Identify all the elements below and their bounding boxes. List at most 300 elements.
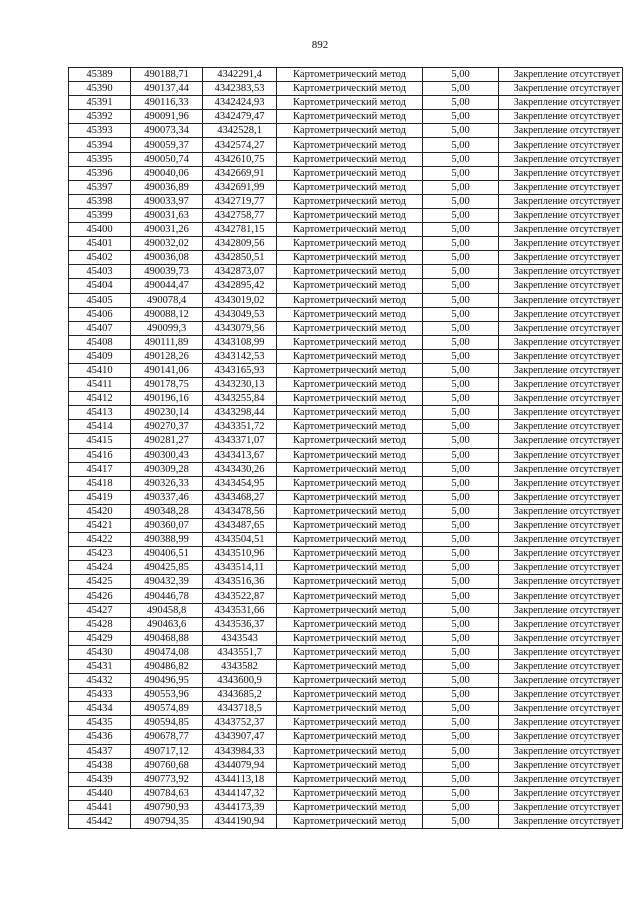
point-number-cell: 45389 [69,68,131,82]
point-number-cell: 45430 [69,645,131,659]
fixation-status-cell: Закрепление отсутствует [499,307,623,321]
fixation-status-cell: Закрепление отсутствует [499,730,623,744]
method-cell: Картометрический метод [277,293,423,307]
method-cell: Картометрический метод [277,772,423,786]
table-row [69,519,623,533]
x-coordinate-cell: 490388,99 [131,533,203,547]
table-row [69,293,623,307]
accuracy-cell: 5,00 [423,448,499,462]
table-row [69,800,623,814]
table-row [69,631,623,645]
fixation-status-cell: Закрепление отсутствует [499,82,623,96]
accuracy-cell: 5,00 [423,335,499,349]
accuracy-cell: 5,00 [423,138,499,152]
point-number-cell: 45425 [69,575,131,589]
x-coordinate-cell: 490111,89 [131,335,203,349]
table-row [69,462,623,476]
point-number-cell: 45416 [69,448,131,462]
x-coordinate-cell: 490039,73 [131,265,203,279]
point-number-cell: 45401 [69,237,131,251]
method-cell: Картометрический метод [277,575,423,589]
table-row [69,237,623,251]
x-coordinate-cell: 490760,68 [131,758,203,772]
accuracy-cell: 5,00 [423,603,499,617]
accuracy-cell: 5,00 [423,730,499,744]
point-number-cell: 45406 [69,307,131,321]
x-coordinate-cell: 490128,26 [131,349,203,363]
fixation-status-cell: Закрепление отсутствует [499,378,623,392]
table-row [69,744,623,758]
table-row [69,645,623,659]
accuracy-cell: 5,00 [423,68,499,82]
x-coordinate-cell: 490099,3 [131,321,203,335]
method-cell: Картометрический метод [277,392,423,406]
coordinates-table [68,67,623,829]
method-cell: Картометрический метод [277,96,423,110]
x-coordinate-cell: 490678,77 [131,730,203,744]
table-row [69,124,623,138]
x-coordinate-cell: 490794,35 [131,814,203,828]
point-number-cell: 45412 [69,392,131,406]
x-coordinate-cell: 490196,16 [131,392,203,406]
point-number-cell: 45390 [69,82,131,96]
table-row [69,406,623,420]
table-row [69,68,623,82]
table-row [69,392,623,406]
fixation-status-cell: Закрепление отсутствует [499,800,623,814]
point-number-cell: 45429 [69,631,131,645]
table-row [69,82,623,96]
table-row [69,434,623,448]
method-cell: Картометрический метод [277,645,423,659]
accuracy-cell: 5,00 [423,617,499,631]
point-number-cell: 45421 [69,519,131,533]
table-row [69,786,623,800]
accuracy-cell: 5,00 [423,110,499,124]
accuracy-cell: 5,00 [423,758,499,772]
y-coordinate-cell: 4343454,95 [203,476,277,490]
y-coordinate-cell: 4343685,2 [203,688,277,702]
table-row [69,152,623,166]
fixation-status-cell: Закрепление отсутствует [499,293,623,307]
method-cell: Картометрический метод [277,110,423,124]
y-coordinate-cell: 4342424,93 [203,96,277,110]
table-row [69,363,623,377]
x-coordinate-cell: 490486,82 [131,659,203,673]
table-row [69,138,623,152]
x-coordinate-cell: 490088,12 [131,307,203,321]
fixation-status-cell: Закрепление отсутствует [499,504,623,518]
y-coordinate-cell: 4342850,51 [203,251,277,265]
x-coordinate-cell: 490281,27 [131,434,203,448]
y-coordinate-cell: 4343079,56 [203,321,277,335]
fixation-status-cell: Закрепление отсутствует [499,363,623,377]
fixation-status-cell: Закрепление отсутствует [499,138,623,152]
table-row [69,208,623,222]
y-coordinate-cell: 4342383,53 [203,82,277,96]
x-coordinate-cell: 490073,34 [131,124,203,138]
method-cell: Картометрический метод [277,152,423,166]
method-cell: Картометрический метод [277,180,423,194]
table-row [69,547,623,561]
x-coordinate-cell: 490040,06 [131,166,203,180]
y-coordinate-cell: 4343413,67 [203,448,277,462]
accuracy-cell: 5,00 [423,307,499,321]
table-row [69,730,623,744]
method-cell: Картометрический метод [277,363,423,377]
y-coordinate-cell: 4343907,47 [203,730,277,744]
point-number-cell: 45418 [69,476,131,490]
method-cell: Картометрический метод [277,476,423,490]
y-coordinate-cell: 4342781,15 [203,223,277,237]
accuracy-cell: 5,00 [423,349,499,363]
table-row [69,617,623,631]
y-coordinate-cell: 4343230,13 [203,378,277,392]
y-coordinate-cell: 4343165,93 [203,363,277,377]
fixation-status-cell: Закрепление отсутствует [499,758,623,772]
table-row [69,814,623,828]
accuracy-cell: 5,00 [423,293,499,307]
table-row [69,702,623,716]
table-row [69,688,623,702]
y-coordinate-cell: 4342719,77 [203,194,277,208]
y-coordinate-cell: 4343543 [203,631,277,645]
point-number-cell: 45408 [69,335,131,349]
method-cell: Картометрический метод [277,223,423,237]
y-coordinate-cell: 4343504,51 [203,533,277,547]
fixation-status-cell: Закрепление отсутствует [499,490,623,504]
table-row [69,674,623,688]
point-number-cell: 45407 [69,321,131,335]
y-coordinate-cell: 4343582 [203,659,277,673]
x-coordinate-cell: 490337,46 [131,490,203,504]
fixation-status-cell: Закрепление отсутствует [499,716,623,730]
method-cell: Картометрический метод [277,307,423,321]
method-cell: Картометрический метод [277,420,423,434]
method-cell: Картометрический метод [277,800,423,814]
y-coordinate-cell: 4342479,47 [203,110,277,124]
y-coordinate-cell: 4343351,72 [203,420,277,434]
accuracy-cell: 5,00 [423,180,499,194]
y-coordinate-cell: 4344147,32 [203,786,277,800]
y-coordinate-cell: 4343551,7 [203,645,277,659]
fixation-status-cell: Закрепление отсутствует [499,223,623,237]
point-number-cell: 45415 [69,434,131,448]
table-row [69,307,623,321]
y-coordinate-cell: 4343718,5 [203,702,277,716]
x-coordinate-cell: 490044,47 [131,279,203,293]
y-coordinate-cell: 4343510,96 [203,547,277,561]
y-coordinate-cell: 4342758,77 [203,208,277,222]
method-cell: Картометрический метод [277,814,423,828]
accuracy-cell: 5,00 [423,674,499,688]
point-number-cell: 45442 [69,814,131,828]
x-coordinate-cell: 490594,85 [131,716,203,730]
y-coordinate-cell: 4343298,44 [203,406,277,420]
x-coordinate-cell: 490784,63 [131,786,203,800]
fixation-status-cell: Закрепление отсутствует [499,448,623,462]
table-row [69,265,623,279]
y-coordinate-cell: 4344113,18 [203,772,277,786]
y-coordinate-cell: 4343019,02 [203,293,277,307]
method-cell: Картометрический метод [277,702,423,716]
table-row [69,589,623,603]
fixation-status-cell: Закрепление отсутствует [499,519,623,533]
y-coordinate-cell: 4343255,84 [203,392,277,406]
fixation-status-cell: Закрепление отсутствует [499,265,623,279]
accuracy-cell: 5,00 [423,392,499,406]
point-number-cell: 45435 [69,716,131,730]
method-cell: Картометрический метод [277,547,423,561]
accuracy-cell: 5,00 [423,519,499,533]
accuracy-cell: 5,00 [423,96,499,110]
x-coordinate-cell: 490468,88 [131,631,203,645]
point-number-cell: 45438 [69,758,131,772]
method-cell: Картометрический метод [277,462,423,476]
method-cell: Картометрический метод [277,786,423,800]
point-number-cell: 45396 [69,166,131,180]
point-number-cell: 45414 [69,420,131,434]
accuracy-cell: 5,00 [423,659,499,673]
fixation-status-cell: Закрепление отсутствует [499,349,623,363]
fixation-status-cell: Закрепление отсутствует [499,476,623,490]
accuracy-cell: 5,00 [423,166,499,180]
table-row [69,603,623,617]
accuracy-cell: 5,00 [423,631,499,645]
y-coordinate-cell: 4343536,37 [203,617,277,631]
y-coordinate-cell: 4343600,9 [203,674,277,688]
fixation-status-cell: Закрепление отсутствует [499,96,623,110]
point-number-cell: 45434 [69,702,131,716]
x-coordinate-cell: 490574,89 [131,702,203,716]
fixation-status-cell: Закрепление отсутствует [499,688,623,702]
method-cell: Картометрический метод [277,519,423,533]
y-coordinate-cell: 4344079,94 [203,758,277,772]
method-cell: Картометрический метод [277,603,423,617]
fixation-status-cell: Закрепление отсутствует [499,814,623,828]
fixation-status-cell: Закрепление отсутствует [499,533,623,547]
x-coordinate-cell: 490425,85 [131,561,203,575]
point-number-cell: 45440 [69,786,131,800]
method-cell: Картометрический метод [277,251,423,265]
point-number-cell: 45397 [69,180,131,194]
y-coordinate-cell: 4343142,53 [203,349,277,363]
accuracy-cell: 5,00 [423,208,499,222]
y-coordinate-cell: 4343531,66 [203,603,277,617]
point-number-cell: 45405 [69,293,131,307]
x-coordinate-cell: 490790,93 [131,800,203,814]
accuracy-cell: 5,00 [423,82,499,96]
point-number-cell: 45411 [69,378,131,392]
method-cell: Картометрический метод [277,716,423,730]
point-number-cell: 45423 [69,547,131,561]
x-coordinate-cell: 490432,39 [131,575,203,589]
method-cell: Картометрический метод [277,265,423,279]
y-coordinate-cell: 4343752,37 [203,716,277,730]
point-number-cell: 45409 [69,349,131,363]
y-coordinate-cell: 4343487,65 [203,519,277,533]
x-coordinate-cell: 490406,51 [131,547,203,561]
accuracy-cell: 5,00 [423,688,499,702]
fixation-status-cell: Закрепление отсутствует [499,744,623,758]
y-coordinate-cell: 4342610,75 [203,152,277,166]
accuracy-cell: 5,00 [423,744,499,758]
x-coordinate-cell: 490463,6 [131,617,203,631]
table-row [69,504,623,518]
accuracy-cell: 5,00 [423,561,499,575]
accuracy-cell: 5,00 [423,533,499,547]
table-row [69,772,623,786]
y-coordinate-cell: 4343430,26 [203,462,277,476]
point-number-cell: 45393 [69,124,131,138]
x-coordinate-cell: 490553,96 [131,688,203,702]
x-coordinate-cell: 490360,07 [131,519,203,533]
accuracy-cell: 5,00 [423,152,499,166]
x-coordinate-cell: 490141,06 [131,363,203,377]
accuracy-cell: 5,00 [423,251,499,265]
accuracy-cell: 5,00 [423,800,499,814]
accuracy-cell: 5,00 [423,490,499,504]
x-coordinate-cell: 490458,8 [131,603,203,617]
fixation-status-cell: Закрепление отсутствует [499,124,623,138]
y-coordinate-cell: 4343108,99 [203,335,277,349]
method-cell: Картометрический метод [277,138,423,152]
method-cell: Картометрический метод [277,124,423,138]
fixation-status-cell: Закрепление отсутствует [499,631,623,645]
y-coordinate-cell: 4343478,56 [203,504,277,518]
method-cell: Картометрический метод [277,730,423,744]
y-coordinate-cell: 4343371,07 [203,434,277,448]
point-number-cell: 45419 [69,490,131,504]
x-coordinate-cell: 490036,89 [131,180,203,194]
method-cell: Картометрический метод [277,631,423,645]
accuracy-cell: 5,00 [423,406,499,420]
method-cell: Картометрический метод [277,674,423,688]
x-coordinate-cell: 490326,33 [131,476,203,490]
fixation-status-cell: Закрепление отсутствует [499,575,623,589]
table-row [69,476,623,490]
fixation-status-cell: Закрепление отсутствует [499,434,623,448]
accuracy-cell: 5,00 [423,124,499,138]
accuracy-cell: 5,00 [423,589,499,603]
point-number-cell: 45394 [69,138,131,152]
method-cell: Картометрический метод [277,82,423,96]
fixation-status-cell: Закрепление отсутствует [499,251,623,265]
point-number-cell: 45400 [69,223,131,237]
table-row [69,251,623,265]
accuracy-cell: 5,00 [423,378,499,392]
fixation-status-cell: Закрепление отсутствует [499,68,623,82]
y-coordinate-cell: 4342873,07 [203,265,277,279]
point-number-cell: 45428 [69,617,131,631]
method-cell: Картометрический метод [277,208,423,222]
method-cell: Картометрический метод [277,378,423,392]
x-coordinate-cell: 490036,08 [131,251,203,265]
accuracy-cell: 5,00 [423,772,499,786]
fixation-status-cell: Закрепление отсутствует [499,152,623,166]
y-coordinate-cell: 4344173,39 [203,800,277,814]
table-row [69,194,623,208]
y-coordinate-cell: 4343514,11 [203,561,277,575]
table-row [69,349,623,363]
accuracy-cell: 5,00 [423,716,499,730]
x-coordinate-cell: 490078,4 [131,293,203,307]
method-cell: Картометрический метод [277,589,423,603]
method-cell: Картометрический метод [277,321,423,335]
accuracy-cell: 5,00 [423,547,499,561]
x-coordinate-cell: 490348,28 [131,504,203,518]
method-cell: Картометрический метод [277,68,423,82]
fixation-status-cell: Закрепление отсутствует [499,194,623,208]
fixation-status-cell: Закрепление отсутствует [499,786,623,800]
point-number-cell: 45402 [69,251,131,265]
point-number-cell: 45427 [69,603,131,617]
accuracy-cell: 5,00 [423,575,499,589]
fixation-status-cell: Закрепление отсутствует [499,645,623,659]
table-row [69,758,623,772]
x-coordinate-cell: 490050,74 [131,152,203,166]
point-number-cell: 45441 [69,800,131,814]
y-coordinate-cell: 4343984,33 [203,744,277,758]
accuracy-cell: 5,00 [423,321,499,335]
table-body [69,68,623,829]
accuracy-cell: 5,00 [423,786,499,800]
point-number-cell: 45424 [69,561,131,575]
accuracy-cell: 5,00 [423,194,499,208]
point-number-cell: 45433 [69,688,131,702]
fixation-status-cell: Закрепление отсутствует [499,110,623,124]
table-row [69,321,623,335]
accuracy-cell: 5,00 [423,237,499,251]
accuracy-cell: 5,00 [423,462,499,476]
point-number-cell: 45432 [69,674,131,688]
table-row [69,575,623,589]
method-cell: Картометрический метод [277,194,423,208]
x-coordinate-cell: 490031,63 [131,208,203,222]
accuracy-cell: 5,00 [423,279,499,293]
method-cell: Картометрический метод [277,744,423,758]
fixation-status-cell: Закрепление отсутствует [499,406,623,420]
x-coordinate-cell: 490188,71 [131,68,203,82]
fixation-status-cell: Закрепление отсутствует [499,462,623,476]
point-number-cell: 45399 [69,208,131,222]
x-coordinate-cell: 490270,37 [131,420,203,434]
method-cell: Картометрический метод [277,659,423,673]
point-number-cell: 45391 [69,96,131,110]
method-cell: Картометрический метод [277,166,423,180]
point-number-cell: 45431 [69,659,131,673]
fixation-status-cell: Закрепление отсутствует [499,561,623,575]
x-coordinate-cell: 490717,12 [131,744,203,758]
table-row [69,533,623,547]
method-cell: Картометрический метод [277,406,423,420]
x-coordinate-cell: 490059,37 [131,138,203,152]
y-coordinate-cell: 4343522,87 [203,589,277,603]
table-row [69,166,623,180]
fixation-status-cell: Закрепление отсутствует [499,674,623,688]
x-coordinate-cell: 490496,95 [131,674,203,688]
method-cell: Картометрический метод [277,617,423,631]
accuracy-cell: 5,00 [423,504,499,518]
accuracy-cell: 5,00 [423,363,499,377]
method-cell: Картометрический метод [277,533,423,547]
point-number-cell: 45392 [69,110,131,124]
method-cell: Картометрический метод [277,434,423,448]
method-cell: Картометрический метод [277,448,423,462]
accuracy-cell: 5,00 [423,265,499,279]
table-row [69,561,623,575]
point-number-cell: 45420 [69,504,131,518]
